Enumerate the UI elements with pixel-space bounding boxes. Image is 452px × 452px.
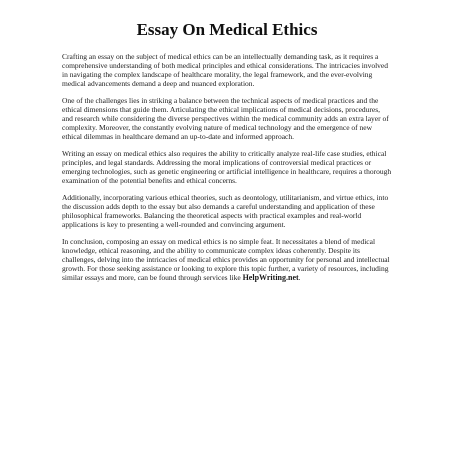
conclusion-period: . <box>298 273 301 282</box>
paragraph-2: One of the challenges lies in striking a balance between the technical aspects of medical practices and the ethical dimensions that guide them. Articulating the ethical implications of medical decisions, procedures, and research while considering the diverse perspectives within the medical community adds an extra layer of complexity. Moreover, the constantly evolving nature of medical technology and the emergence of new ethical dilemmas in healthcare demand an up-to-date and informed approach. <box>62 96 389 141</box>
paragraph-1: Crafting an essay on the subject of medical ethics can be an intellectually demanding task, as it requires a comprehensive understanding of both medical principles and ethical considerations. The intricacies involved in navigating the complex landscape of healthcare morality, the legal framework, and the ever-evolving medical advancements demand a deep and nuanced exploration. <box>62 52 389 88</box>
paragraph-conclusion <box>62 237 392 282</box>
paragraph-3: Writing an essay on medical ethics also requires the ability to critically analyze real-life case studies, ethical principles, and legal standards. Addressing the moral implications of controversial medical practices or emerging technologies, such as genetic engineering or artificial intelligence in healthcare, requires a thorough examination of the potential benefits and ethical concerns. <box>62 149 392 185</box>
conclusion-text: In conclusion, composing an essay on medical ethics is no simple feat. It necessitates a blend of medical knowledge, ethical reasoning, and the ability to communicate complex ideas coherently. Despite its challenges, delving into the intricacies of medical ethics provides an opportunity for personal and intellectual growth. For those seeking assistance or looking to explore this topic further, a variety of resources, including similar essays and more, can be found through services like <box>62 237 390 282</box>
document-page <box>62 20 392 290</box>
paragraph-4: Additionally, incorporating various ethical theories, such as deontology, utilitarianism, and virtue ethics, into the discussion adds depth to the essay but also demands a careful understanding and application of these philosophical frameworks. Balancing the theoretical aspects with practical examples and real-world applications is key to presenting a well-rounded and convincing argument. <box>62 193 389 229</box>
helpwriting-link[interactable]: HelpWriting.net <box>242 273 299 282</box>
document-title: Essay On Medical Ethics <box>136 20 318 39</box>
